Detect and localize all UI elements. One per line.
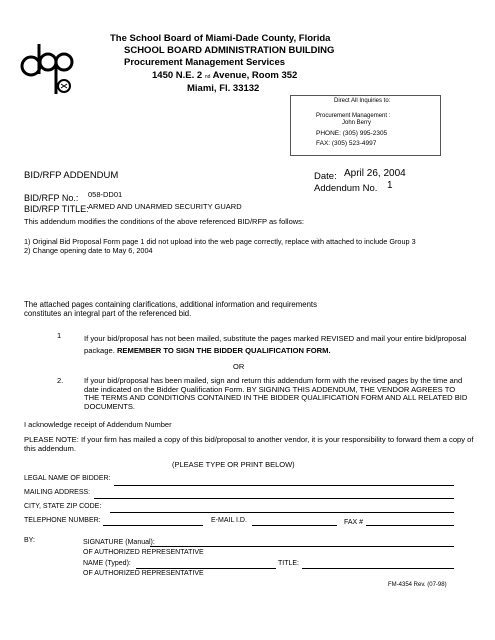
signature-sublabel: OF AUTHORIZED REPRESENTATIVE xyxy=(83,549,204,556)
header-line4 xyxy=(152,70,297,83)
option1-number: 1 xyxy=(57,331,62,340)
by-label: BY: xyxy=(24,537,35,544)
type-print-instruction: (PLEASE TYPE OR PRINT BELOW) xyxy=(172,460,295,469)
telephone-label: TELEPHONE NUMBER: xyxy=(24,517,101,524)
inquiries-title: Direct All Inquiries to: xyxy=(334,98,391,104)
signature-label: SIGNATURE (Manual): xyxy=(83,539,155,546)
option1-text xyxy=(84,333,469,357)
option2-text: If your bid/proposal has been mailed, sign and return this addendum form with the revised pages by the time and date indicated on the Bidder Qualification Form. BY SIGNING THIS ADDENDUM, THE VENDOR AGREES TO THE TERMS AND CONDITIONS CONTAINED IN THE BIDDER QUALIFICATION FORM AND ALL RELATED BID DOCUMENTS. xyxy=(84,376,468,411)
acknowledge-text: I acknowledge receipt of Addendum Number xyxy=(24,420,172,429)
email-label: E-MAIL I.D. xyxy=(211,517,247,524)
city-state-zip-label: CITY, STATE ZIP CODE: xyxy=(24,503,102,510)
addendum-intro: This addendum modifies the conditions of the above referenced BID/RFP as follows: xyxy=(24,217,305,226)
date-label: Date: xyxy=(314,171,337,182)
title-line[interactable] xyxy=(302,568,454,569)
title-label: TITLE: xyxy=(278,560,300,567)
mailing-address-line[interactable] xyxy=(94,498,454,499)
header-line2: SCHOOL BOARD ADMINISTRATION BUILDING xyxy=(124,45,335,56)
name-sublabel: OF AUTHORIZED REPRESENTATIVE xyxy=(83,570,204,577)
option1-text-bold: REMEMBER TO SIGN THE BIDDER QUALIFICATION FORM. xyxy=(116,346,331,355)
name-typed-line[interactable] xyxy=(136,568,276,569)
please-note-text: PLEASE NOTE: If your firm has mailed a copy of this bid/proposal to another vendor, it is your responsibility to forward them a copy of this addendum. xyxy=(24,435,474,453)
date-value: April 26, 2004 xyxy=(344,168,406,179)
city-state-zip-line[interactable] xyxy=(110,512,454,513)
change-item-1: 1) Original Bid Proposal Form page 1 did not upload into the web page correctly, replace with attached to include Group 3 xyxy=(24,237,416,246)
email-line[interactable] xyxy=(252,525,337,526)
addendum-number-value: 1 xyxy=(387,180,393,191)
addendum-number-label: Addendum No. xyxy=(314,183,378,194)
header-address-room: Avenue, Room 352 xyxy=(212,70,298,81)
or-text: OR xyxy=(233,362,245,371)
option2-number: 2. xyxy=(57,376,64,385)
mailing-address-label: MAILING ADDRESS: xyxy=(24,489,91,496)
bid-title-label: BID/RFP TITLE: xyxy=(24,204,89,214)
signature-line[interactable] xyxy=(150,546,454,547)
attached-text: The attached pages containing clarifications, additional information and requirements constitutes an integral part of the referenced bid. xyxy=(24,300,317,318)
option1-text-main: If your bid/proposal has not been mailed, substitute the pages marked REVISED and mail your entire bid/proposal package. xyxy=(84,334,467,355)
addendum-heading: BID/RFP ADDENDUM xyxy=(24,170,119,181)
legal-name-line[interactable] xyxy=(114,485,454,486)
fax-label: FAX # xyxy=(344,519,364,526)
legal-name-label: LEGAL NAME OF BIDDER: xyxy=(24,475,111,482)
bid-no-label: BID/RFP No.: xyxy=(24,193,79,203)
bid-title-value: ARMED AND UNARMED SECURITY GUARD xyxy=(88,202,242,211)
telephone-line[interactable] xyxy=(103,525,203,526)
header-line5: Miami, Fl. 33132 xyxy=(187,83,260,94)
inquiries-phone: PHONE: (305) 995-2305 xyxy=(316,130,388,137)
bid-no-value: 058-DD01 xyxy=(88,190,123,199)
change-item-2: 2) Change opening date to May 6, 2004 xyxy=(24,246,153,255)
inquiries-fax: FAX: (305) 523-4997 xyxy=(316,140,377,147)
dcp-logo xyxy=(20,38,76,100)
header-address-suffix: nd xyxy=(204,74,211,80)
header-address-street: 1450 N.E. 2 xyxy=(152,70,203,81)
inquiries-dept: Procurement Management : xyxy=(316,113,391,119)
fax-line[interactable] xyxy=(366,525,454,526)
header-line1: The School Board of Miami-Dade County, Florida xyxy=(110,33,331,44)
header-line3: Procurement Management Services xyxy=(124,57,286,68)
inquiries-name: John Berry xyxy=(342,120,372,126)
name-typed-label: NAME (Typed): xyxy=(83,560,131,567)
form-number: FM-4354 Rev. (07-98) xyxy=(388,582,447,588)
